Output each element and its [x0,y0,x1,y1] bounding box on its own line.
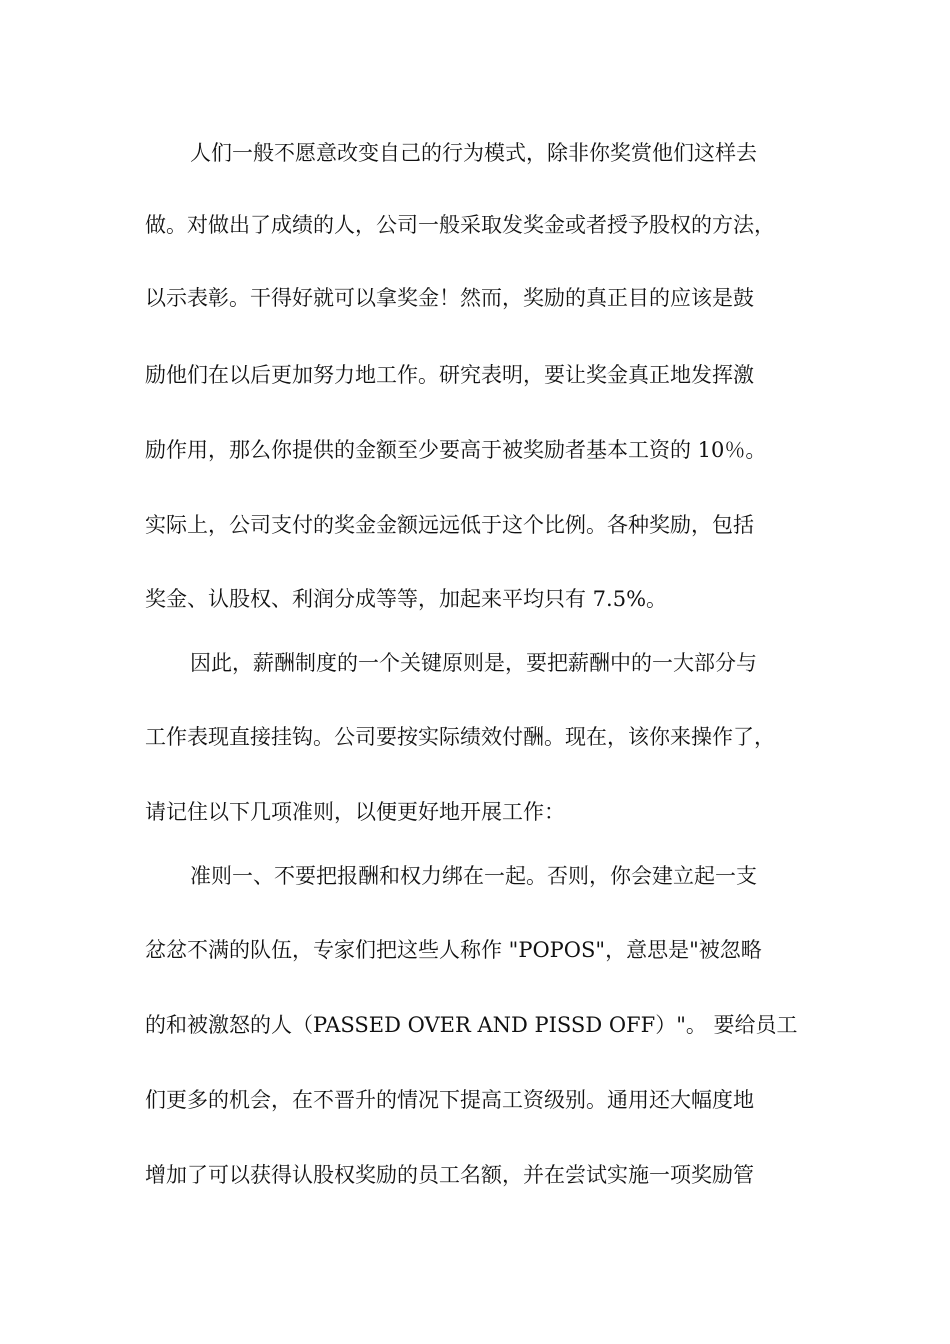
paragraph-3-line-3: 的和被激怒的人（PASSED OVER AND PISSD OFF）"。 要给员工 [145,1013,798,1037]
paragraph-2-line-2: 工作表现直接挂钩。公司要按实际绩效付酬。现在，该你来操作了， [145,725,775,749]
paragraph-1-line-5: 励作用，那么你提供的金额至少要高于被奖励者基本工资的 10％。 [145,438,767,462]
paragraph-1-line-2: 做。对做出了成绩的人，公司一般采取发奖金或者授予股权的方法， [145,213,775,237]
paragraph-1-line-3: 以示表彰。干得好就可以拿奖金！然而，奖励的真正目的应该是鼓 [145,286,754,310]
paragraph-3-line-5: 增加了可以获得认股权奖励的员工名额，并在尝试实施一项奖励管 [145,1163,754,1187]
paragraph-3-line-2: 忿忿不满的队伍，专家们把这些人称作 "POPOS"，意思是"被忽略 [145,938,762,962]
paragraph-2-line-1: 因此，薪酬制度的一个关键原则是，要把薪酬中的一大部分与 [190,651,757,675]
paragraph-1-line-1: 人们一般不愿意改变自己的行为模式，除非你奖赏他们这样去 [190,141,757,165]
paragraph-1-line-7: 奖金、认股权、利润分成等等，加起来平均只有 7.5%。 [145,587,668,611]
paragraph-2-line-3: 请记住以下几项准则，以便更好地开展工作： [145,800,565,824]
paragraph-1-line-6: 实际上，公司支付的奖金金额远远低于这个比例。各种奖励，包括 [145,513,754,537]
paragraph-3-line-1: 准则一、不要把报酬和权力绑在一起。否则，你会建立起一支 [190,864,757,888]
paragraph-3-line-4: 们更多的机会，在不晋升的情况下提高工资级别。通用还大幅度地 [145,1088,754,1112]
paragraph-1-line-4: 励他们在以后更加努力地工作。研究表明，要让奖金真正地发挥激 [145,363,754,387]
